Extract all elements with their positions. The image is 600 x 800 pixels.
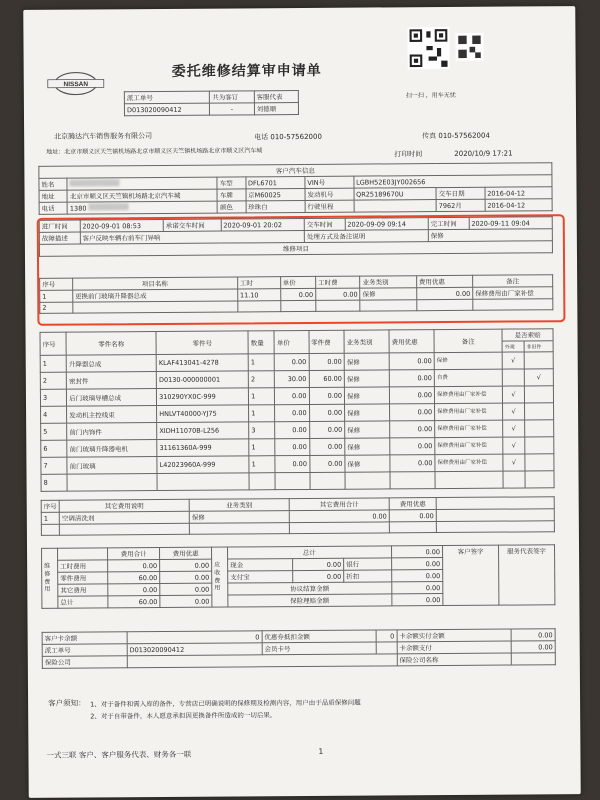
customer-section-title: 客户汽车信息 (39, 163, 552, 179)
others-total: 0.00 (289, 510, 389, 523)
part-index: 5 (41, 423, 67, 440)
document-title: 委托维修结算审申请单 (171, 62, 322, 80)
engine-value: QR25189670U (354, 188, 437, 201)
col-item-name: 项目名称 (72, 277, 237, 290)
insurance-amount-value: 0.00 (391, 594, 443, 606)
part-number: D0130-000000001 (156, 371, 248, 389)
parts-col-index: 序号 (40, 332, 66, 355)
part-discount: 0.00 (389, 370, 434, 387)
part-qty: 1 (249, 439, 275, 456)
part-claim-b (524, 386, 553, 403)
company-fax: 传真 010-57562004 (422, 131, 490, 141)
cash-label: 现金 (228, 559, 293, 571)
engine-label: 发动机号 (305, 188, 354, 200)
part-discount: 0.00 (390, 455, 435, 472)
order-no-value: D013020090412 (124, 103, 209, 116)
part-fee: 0.00 (309, 404, 345, 421)
redacted-name (70, 179, 120, 186)
item-discount: 0.00 (416, 287, 472, 299)
part-name: 升降器总成 (66, 355, 156, 373)
part-remark: 保修费用由厂家补偿 (434, 386, 502, 403)
item-index: 2 (40, 302, 73, 313)
card-balance-value: 0 (127, 631, 262, 644)
part-claim-b (525, 437, 554, 454)
part-number (157, 473, 249, 491)
insurer-name-label: 保险公司名称 (397, 653, 511, 666)
part-number: HNLVT40000-YJ75 (157, 405, 249, 423)
address-label: 地址 (39, 190, 67, 202)
parts-col-remark: 备注 (434, 329, 502, 352)
part-index: 3 (40, 389, 66, 406)
other-fee-total: 0.00 (108, 583, 160, 595)
part-index: 6 (41, 440, 67, 457)
cash-value: 0.00 (292, 558, 343, 570)
bank-value: 0.00 (391, 558, 443, 570)
wechat-qr-icon (455, 33, 483, 61)
discount-label: 折扣 (344, 570, 392, 582)
repair-order-document (23, 6, 580, 798)
part-price: 0.00 (274, 353, 308, 370)
others-col-desc: 其它费用说明 (59, 499, 189, 512)
part-name (67, 474, 157, 492)
fees-table (41, 544, 555, 609)
qr-caption: 扫一扫 ，用车无忧 (405, 91, 456, 100)
others-type: 保修 (189, 511, 289, 524)
service-rep-label: 客服代表 (254, 91, 298, 103)
fees-side-label: 维修费用 (42, 548, 58, 608)
alipay-value: 0.00 (292, 570, 343, 582)
labor-fee-total: 0.00 (108, 559, 160, 571)
card-balance-pay-label: 卡余额支付 (397, 641, 511, 654)
part-discount: 0.00 (389, 353, 434, 370)
promise-time-value: 2020-09-01 20:02 (221, 218, 304, 231)
part-fee (310, 472, 346, 489)
col2-value: - (210, 103, 254, 115)
customer-info-table (38, 162, 552, 215)
bank-label: 银行 (344, 558, 392, 570)
part-name: 前门内饰件 (67, 423, 157, 441)
handle-label: 处理方式及备注说明 (304, 230, 428, 243)
card-pay-label: 卡余额实付金额 (397, 629, 511, 642)
order-header-table (124, 90, 299, 116)
parts-col-discount: 费用优惠 (389, 330, 434, 353)
discount-value: 0.00 (391, 570, 443, 582)
parts-subcol-b: 非旧件 (524, 341, 553, 352)
fault-desc-value: 客户反映车辆右前车门异响 (80, 230, 304, 244)
purchase-date-value: 2016-04-12 (485, 199, 552, 211)
part-index: 2 (40, 372, 66, 389)
receivable-total-label: 总计 (228, 546, 392, 559)
part-claim-a: √ (502, 352, 524, 369)
vin-value: LGBH52E03JY002656 (354, 175, 552, 188)
color-value: 珍珠白 (246, 200, 305, 212)
col-unit-price: 单价 (280, 276, 315, 288)
repair-items-title: 维修项目 (39, 241, 552, 257)
page-number: 1 (318, 746, 324, 756)
part-remark: 保修费用由厂家补偿 (435, 403, 503, 420)
part-name: 密封件 (66, 372, 156, 390)
part-qty: 1 (248, 354, 274, 371)
part-discount: 0.00 (390, 438, 435, 455)
part-number: L42023960A-999 (157, 456, 249, 474)
item-name: 更换前门玻璃升降器总成 (72, 289, 237, 302)
labor-fee-label: 工时费用 (58, 560, 108, 572)
insurer-label: 保险公司 (42, 656, 127, 669)
parts-col-type: 业务类别 (344, 330, 389, 353)
dispatch-no-value: D013020090412 (127, 643, 262, 656)
print-time: 2020/10/9 17:21 (454, 149, 513, 158)
insurance-amount-label: 保险理赔金额 (228, 594, 392, 607)
part-qty: 2 (248, 371, 274, 388)
notes-label: 客户须知： (48, 698, 86, 708)
part-claim-b: √ (524, 369, 553, 386)
mileage-label: 行驶里程 (305, 200, 354, 212)
service-rep-value: 刘德顺 (254, 103, 298, 115)
redacted-phone (88, 203, 128, 210)
part-qty (249, 473, 275, 490)
others-desc: 空调清洗剂 (59, 511, 189, 524)
company-name: 北京腾达汽车销售服务有限公司 (54, 132, 153, 141)
part-fee: 0.00 (309, 387, 345, 404)
part-qty: 1 (249, 456, 275, 473)
part-claim-a: √ (503, 420, 525, 437)
part-fee: 0.00 (309, 438, 345, 455)
coupon-label: 优惠券抵扣金额 (262, 630, 376, 643)
col2-label: 共为客订 (210, 91, 254, 103)
labor-fee-discount: 0.00 (160, 559, 212, 571)
delivery-time-label: 交车时间 (304, 218, 345, 230)
others-col-discount: 费用优惠 (389, 498, 436, 510)
part-name: 发动机主控线束 (67, 406, 157, 424)
print-time-label: 打印时间 (394, 150, 423, 159)
grand-total-value: 60.00 (108, 595, 160, 607)
agreement-amount-label: 协议结算金额 (228, 582, 392, 595)
table-row (42, 653, 555, 669)
parts-fee-total: 60.00 (108, 571, 160, 583)
grand-total-label: 总计 (58, 596, 108, 608)
table-row (41, 471, 554, 492)
mileage-value (354, 200, 437, 213)
item-unit-price: 0.00 (280, 288, 315, 300)
part-type: 保修 (344, 387, 389, 404)
part-remark (435, 471, 503, 488)
part-price: 0.00 (275, 421, 309, 438)
company-phone: 电话 010-57562000 (254, 132, 322, 142)
in-time-value: 2020-09-01 08:53 (80, 219, 163, 232)
part-claim-b (525, 471, 554, 488)
part-discount: 0.00 (390, 404, 435, 421)
part-type: 保修 (344, 370, 389, 387)
dispatch-no-label: 派工单号 (42, 644, 127, 657)
part-qty: 1 (249, 388, 275, 405)
model-label: 车型 (217, 177, 245, 189)
part-discount: 0.00 (390, 421, 435, 438)
part-claim-a (502, 369, 524, 386)
order-no-label: 派工单号 (124, 91, 209, 104)
part-name: 后门玻璃导槽总成 (67, 389, 157, 407)
others-col-total: 其它费用合计 (289, 498, 389, 511)
part-type (345, 472, 390, 489)
phone-label: 电话 (39, 202, 67, 214)
receivable-label: 应收费用 (212, 547, 228, 607)
grand-total-discount: 0.00 (160, 595, 212, 607)
handle-value: 保修 (428, 229, 552, 242)
part-qty: 1 (249, 405, 275, 422)
part-remark: 保修费用由厂家补偿 (435, 437, 503, 454)
parts-col-qty: 数量 (248, 331, 274, 354)
part-number: KLAF413041-4278 (156, 354, 248, 372)
delivery-date-label: 交车日期 (436, 187, 485, 199)
notes-line-2: 2、对于自带备件，本人愿意承担因更换备件所造成的一切后果。 (90, 711, 277, 721)
part-qty: 3 (249, 422, 275, 439)
svg-text:NISSAN: NISSAN (63, 80, 89, 89)
part-index: 7 (41, 457, 67, 474)
part-claim-a: √ (503, 454, 525, 471)
part-claim-b (524, 403, 553, 420)
part-number: 310290YX0C-999 (157, 388, 249, 406)
part-claim-b (525, 454, 554, 471)
qr-code-icon (407, 27, 449, 69)
parts-fee-label: 零件费用 (58, 572, 108, 584)
part-number: 31161360A-999 (157, 439, 249, 457)
item-index: 1 (40, 290, 73, 302)
fault-desc-label: 故障描述 (39, 232, 80, 244)
alipay-label: 支付宝 (228, 571, 293, 583)
col-discount: 费用优惠 (416, 275, 472, 287)
member-card-value (376, 642, 397, 654)
bottom-info-table (42, 628, 556, 669)
model-value: DFL6701 (245, 176, 304, 188)
parts-col-fee: 零件费 (309, 330, 345, 353)
card-pay-value: 0.00 (511, 629, 555, 641)
phone-value: 1380 (69, 204, 87, 213)
item-remark: 保修费用由厂家补偿 (473, 287, 553, 300)
card-balance-pay-value: 0.00 (511, 641, 555, 653)
part-name: 前门玻璃升降器电机 (67, 440, 157, 458)
part-claim-a (503, 471, 525, 488)
address-value: 北京市顺义区天竺镇机场路北京汽车城 (67, 189, 217, 202)
part-index: 8 (41, 474, 67, 491)
part-discount: 0.00 (389, 387, 434, 404)
part-fee: 0.00 (309, 353, 345, 370)
part-index: 4 (41, 406, 67, 423)
item-hours: 11.10 (237, 289, 280, 301)
part-price: 0.00 (275, 404, 309, 421)
vin-label: VIN号 (305, 176, 354, 188)
part-price: 0.00 (275, 455, 309, 472)
others-col-index: 序号 (41, 500, 59, 512)
item-business-type: 保修 (360, 288, 416, 300)
part-fee: 0.00 (309, 455, 345, 472)
other-fees-table (41, 496, 555, 536)
name-label: 姓名 (39, 178, 67, 190)
card-balance-label: 客户卡余额 (42, 632, 127, 645)
part-type: 保修 (345, 438, 390, 455)
highlight-box (37, 214, 566, 326)
part-remark: 保修费用由厂家补偿 (435, 454, 503, 471)
parts-subcol-a: 外观 (502, 341, 524, 352)
color-label: 颜色 (217, 201, 245, 213)
col-business-type: 业务类别 (360, 276, 416, 288)
part-type: 保修 (345, 421, 390, 438)
other-fee-discount: 0.00 (160, 583, 212, 595)
col-remark: 备注 (473, 275, 553, 288)
others-col-type: 业务类别 (189, 499, 289, 512)
complete-time-label: 完工时间 (428, 217, 469, 229)
parts-col-number: 零件号 (156, 331, 248, 355)
delivery-time-value: 2020-09-09 09:14 (345, 218, 428, 231)
part-claim-b (525, 420, 554, 437)
part-price (275, 472, 309, 489)
col-labor-fee: 工时费 (316, 276, 361, 288)
others-index: 1 (41, 512, 59, 524)
part-price: 0.00 (275, 438, 309, 455)
part-claim-b (524, 352, 553, 369)
part-remark: 自费 (434, 369, 502, 386)
copies-note: 一式三联 客户、客户服务代表、财务各一联 (46, 749, 192, 760)
parts-col-claim: 是否索赔 (502, 329, 553, 341)
fees-col-total: 费用合计 (108, 547, 160, 559)
plate-label: 车牌 (217, 189, 245, 201)
part-number: XIDH11070B-L256 (157, 422, 249, 440)
complete-time-value: 2020-09-11 09:04 (469, 217, 553, 230)
parts-fee-discount: 0.00 (160, 571, 212, 583)
col-index: 序号 (40, 278, 73, 290)
part-price: 30.00 (275, 370, 309, 387)
part-fee: 0.00 (309, 421, 345, 438)
part-remark: 保修 (434, 352, 502, 369)
member-card-label: 会员卡号 (262, 642, 376, 655)
part-price: 0.00 (275, 387, 309, 404)
item-labor-fee: 0.00 (316, 288, 361, 300)
part-discount (390, 472, 435, 489)
part-type: 保修 (345, 455, 390, 472)
promise-time-label: 承诺交车时间 (163, 219, 221, 231)
agreement-amount-value: 0.00 (391, 582, 443, 594)
service-sign-box: 服务代表签字 (499, 545, 555, 605)
parts-col-name: 零件名称 (66, 332, 156, 356)
parts-col-price: 单价 (274, 330, 308, 353)
part-type: 保修 (345, 404, 390, 421)
part-type: 保修 (344, 353, 389, 370)
part-index: 1 (40, 355, 66, 372)
others-discount: 0.00 (389, 510, 436, 522)
part-claim-a: √ (503, 437, 525, 454)
parts-table (40, 328, 555, 492)
part-name: 前门玻璃 (67, 457, 157, 475)
col-hours: 工时 (237, 277, 280, 289)
part-remark: 保修费用由厂家补偿 (435, 420, 503, 437)
part-claim-a: √ (503, 403, 525, 420)
customer-sign-box: 客户签字 (443, 545, 499, 605)
in-time-label: 进厂时间 (39, 220, 80, 232)
plate-value: 京M60025 (246, 188, 305, 200)
mileage-months: 7962月 (436, 199, 485, 211)
delivery-date-value: 2016-04-12 (485, 187, 552, 199)
receivable-total-value: 0.00 (391, 546, 443, 558)
part-claim-a: √ (502, 386, 524, 403)
part-fee: 60.00 (309, 370, 345, 387)
fees-col-discount: 费用优惠 (160, 547, 212, 559)
other-fee-label: 其它费用 (58, 584, 108, 596)
company-address: 地址：北京市顺义区天竺镇机场路北京市顺义区天竺镇机场路北京市顺义区汽车城 (46, 147, 263, 156)
coupon-value: 0 (376, 630, 397, 642)
nissan-logo-icon (46, 71, 106, 95)
notes-line-1: 1、对于备件和需入库的备件，专营店已明确说明的保修期及检测内容，用户由于品质保修问题 (90, 698, 361, 709)
